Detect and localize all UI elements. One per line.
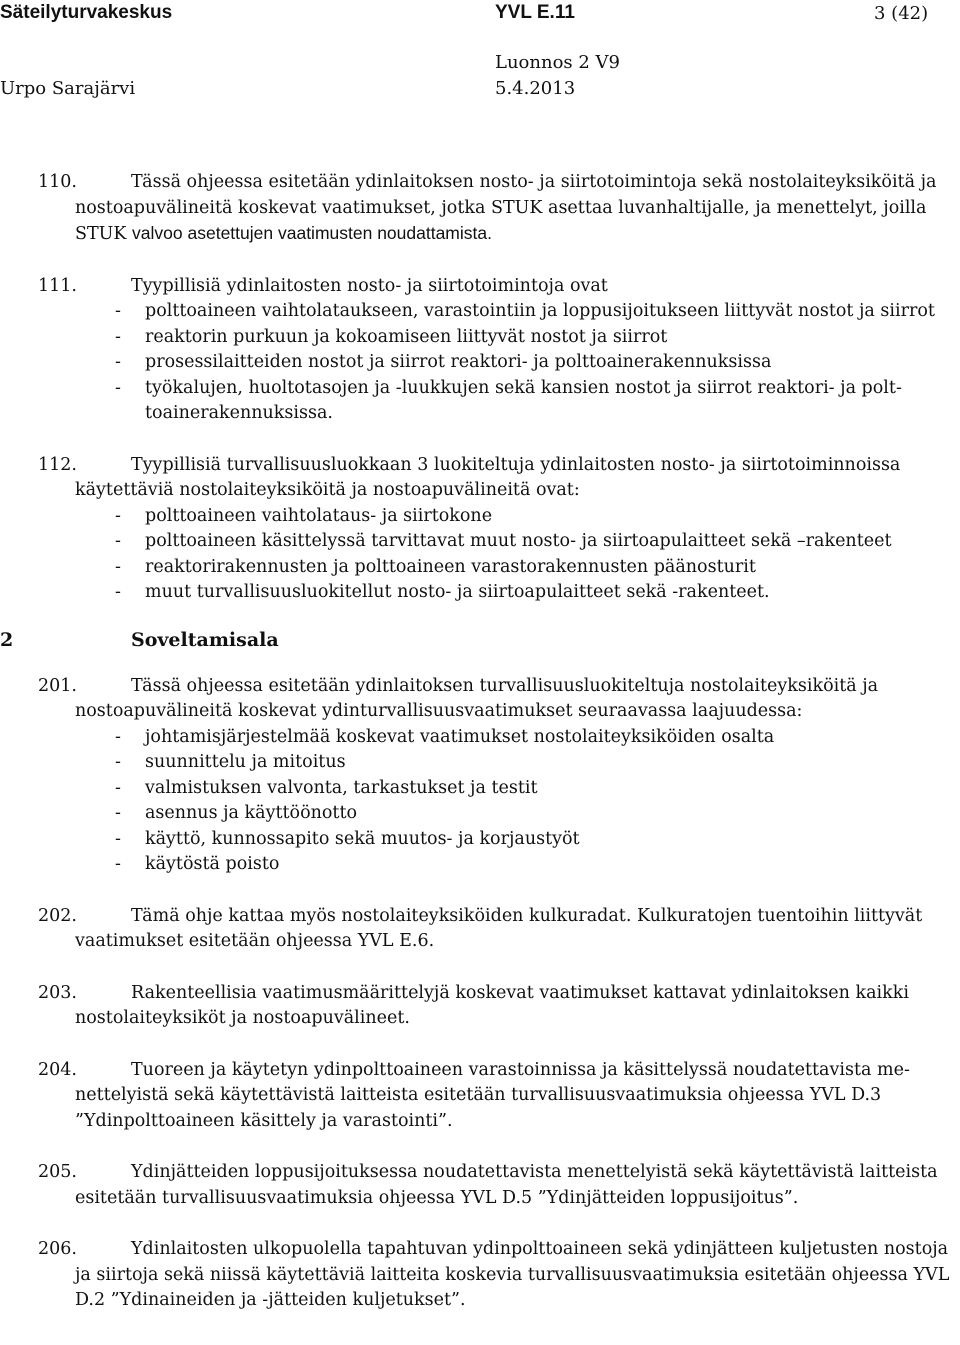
paragraph-text: Ydinjätteiden loppusijoituksessa noudatettavista menettelyistä sekä käytettävistä laitteista esitetään turvallisuusvaatimuksia ohjeessa YVL D.5 ”Ydinjätteiden loppusijoitus”. [75, 1162, 938, 1208]
list-item-text: polttoaineen vaihtolataukseen, varastointiin ja loppusijoitukseen liittyvät nostot ja siirrot [145, 301, 935, 321]
paragraph-number: 112. [38, 454, 77, 475]
list-item-text: suunnittelu ja mitoitus [145, 752, 346, 772]
list-item-text: johtamisjärjestelmää koskevat vaatimukset nostolaiteyksiköiden osalta [145, 726, 775, 747]
paragraph-text: Tyypillisiä ydinlaitosten nosto- ja siirtotoimintoja ovat [131, 275, 608, 296]
list-item: - reaktorirakennusten ja polttoaineen varastorakennusten päänosturit [115, 556, 756, 577]
paragraph-number: 206. [38, 1239, 77, 1259]
paragraph-206 [0, 1237, 960, 1314]
list-item: - asennus ja käyttöönotto [115, 803, 358, 823]
list-item: - polttoaineen vaihtolataus- ja siirtokone [115, 505, 493, 526]
list-item: - suunnittelu ja mitoitus [115, 752, 346, 772]
section-heading [0, 628, 960, 660]
paragraph-202 [0, 904, 960, 955]
paragraph-110 [0, 170, 960, 248]
list-item: - käytöstä poisto [115, 854, 280, 874]
page-header [0, 0, 960, 110]
paragraph-112 [0, 453, 960, 606]
list-item: - polttoaineen käsittelyssä tarvittavat muut nosto- ja siirtoapulaitteet sekä –rakenteet [115, 531, 892, 551]
paragraph-201 [0, 674, 960, 878]
header-date: 5.4.2013 [495, 78, 576, 99]
list-item-text: muut turvallisuusluokitellut nosto- ja siirtoapulaitteet sekä -rakenteet. [145, 582, 770, 602]
paragraph-text: Tässä ohjeessa esitetään ydinlaitoksen turvallisuusluokiteltuja nostolaiteyksiköitä ja nostoapuvälineitä koskevat ydinturvallisuusvaatimukset seuraavassa laajuudessa: [75, 675, 879, 721]
paragraph-number: 202. [38, 905, 77, 926]
section-number: 2 [0, 628, 14, 651]
list-item: - prosessilaitteiden nostot ja siirrot reaktori- ja polttoainerakennuksissa [115, 352, 772, 372]
list-item: - työkalujen, huoltotasojen ja -luukkujen sekä kansien nostot ja siirrot reaktori- ja polttoainerakennuksissa. [115, 377, 902, 423]
paragraph-number: 201. [38, 675, 77, 696]
list-item: - käyttö, kunnossapito sekä muutos- ja korjaustyöt [115, 828, 580, 849]
list-item-text: reaktorin purkuun ja kokoamiseen liittyvät nostot ja siirrot [145, 326, 668, 347]
list-item: - polttoaineen vaihtolataukseen, varastointiin ja loppusijoitukseen liittyvät nostot ja siirrot [115, 301, 935, 321]
header-document-id: YVL E.11 [495, 2, 575, 23]
paragraph-203 [0, 981, 960, 1032]
header-page-number: 3 (42) [874, 3, 929, 24]
paragraph-text: Ydinlaitosten ulkopuolella tapahtuvan ydinpolttoaineen sekä ydinjätteen kuljetusten nostoja ja siirtoja sekä niissä käytettäviä laitteita koskevia turvallisuusvaatimuksia esitetään ohjeessa YVL D.2 ”Ydinaineiden ja -jätteiden kuljetukset”. [75, 1239, 950, 1310]
list-item: - valmistuksen valvonta, tarkastukset ja testit [115, 777, 538, 798]
list-item-text: käytöstä poisto [145, 854, 280, 874]
bullet-list [75, 299, 956, 427]
list-item-text: työkalujen, huoltotasojen ja -luukkujen sekä kansien nostot ja siirrot reaktori- ja polttoainerakennuksissa. [145, 377, 902, 423]
section-title: Soveltamisala [131, 628, 279, 651]
paragraph-text: Tämä ohje kattaa myös nostolaiteyksiköiden kulkuradat. Kulkuratojen tuentoihin liittyvät vaatimukset esitetään ohjeessa YVL E.6. [75, 905, 923, 951]
paragraph-text: Rakenteellisia vaatimusmäärittelyjä koskevat vaatimukset kattavat ydinlaitoksen kaikki nostolaiteyksiköt ja nostoapuvälineet. [75, 982, 909, 1028]
paragraph-text-part: valvoo asetettujen vaatimusten noudattamista. [132, 223, 492, 243]
bullet-list [75, 725, 956, 878]
list-item-text: käyttö, kunnossapito sekä muutos- ja korjaustyöt [145, 828, 580, 849]
list-item-text: polttoaineen käsittelyssä tarvittavat muut nosto- ja siirtoapulaitteet sekä –rakenteet [145, 531, 892, 551]
paragraph-text-part: Tässä ohjeessa esitetään ydinlaitoksen nosto- ja siirtotoimintoja sekä nostolaiteyksiköitä ja nostoapuvälineitä koskevat vaatimukset, jotka STUK asettaa luvanhaltijalle, ja menettelyt, joilla STUK [75, 172, 937, 244]
paragraph-number: 203. [38, 982, 77, 1003]
list-item-text: prosessilaitteiden nostot ja siirrot reaktori- ja polttoainerakennuksissa [145, 352, 772, 372]
list-item-text: reaktorirakennusten ja polttoaineen varastorakennusten päänosturit [145, 556, 756, 577]
header-organization: Säteilyturvakeskus [0, 2, 173, 23]
paragraph-number: 110. [38, 172, 77, 192]
paragraph-number: 111. [38, 275, 77, 296]
bullet-list [75, 504, 956, 606]
list-item: - reaktorin purkuun ja kokoamiseen liittyvät nostot ja siirrot [115, 326, 668, 347]
list-item-text: asennus ja käyttöönotto [145, 803, 358, 823]
list-item-text: polttoaineen vaihtolataus- ja siirtokone [145, 505, 493, 526]
header-draft-version: Luonnos 2 V9 [495, 52, 620, 73]
paragraph-111 [0, 274, 960, 427]
list-item-text: valmistuksen valvonta, tarkastukset ja testit [145, 777, 538, 798]
paragraph-number: 205. [38, 1162, 77, 1182]
header-author: Urpo Sarajärvi [0, 78, 136, 99]
paragraph-text: Tuoreen ja käytetyn ydinpolttoaineen varastoinnissa ja käsittelyssä noudatettavista menettelyistä sekä käytettävistä laitteista esitetään turvallisuusvaatimuksia ohjeessa YVL D.3 ”Ydinpolttoaineen käsittely ja varastointi”. [75, 1059, 910, 1131]
paragraph-205 [0, 1160, 960, 1211]
document-body [0, 170, 960, 1314]
list-item: - johtamisjärjestelmää koskevat vaatimukset nostolaiteyksiköiden osalta [115, 726, 775, 747]
paragraph-number: 204. [38, 1059, 77, 1080]
list-item: - muut turvallisuusluokitellut nosto- ja siirtoapulaitteet sekä -rakenteet. [115, 582, 770, 602]
paragraph-text: Tyypillisiä turvallisuusluokkaan 3 luokiteltuja ydinlaitosten nosto- ja siirtotoiminnoissa käytettäviä nostolaiteyksiköitä ja nostoapuvälineitä ovat: [75, 454, 901, 500]
paragraph-204 [0, 1058, 960, 1135]
paragraph-text [75, 170, 956, 248]
